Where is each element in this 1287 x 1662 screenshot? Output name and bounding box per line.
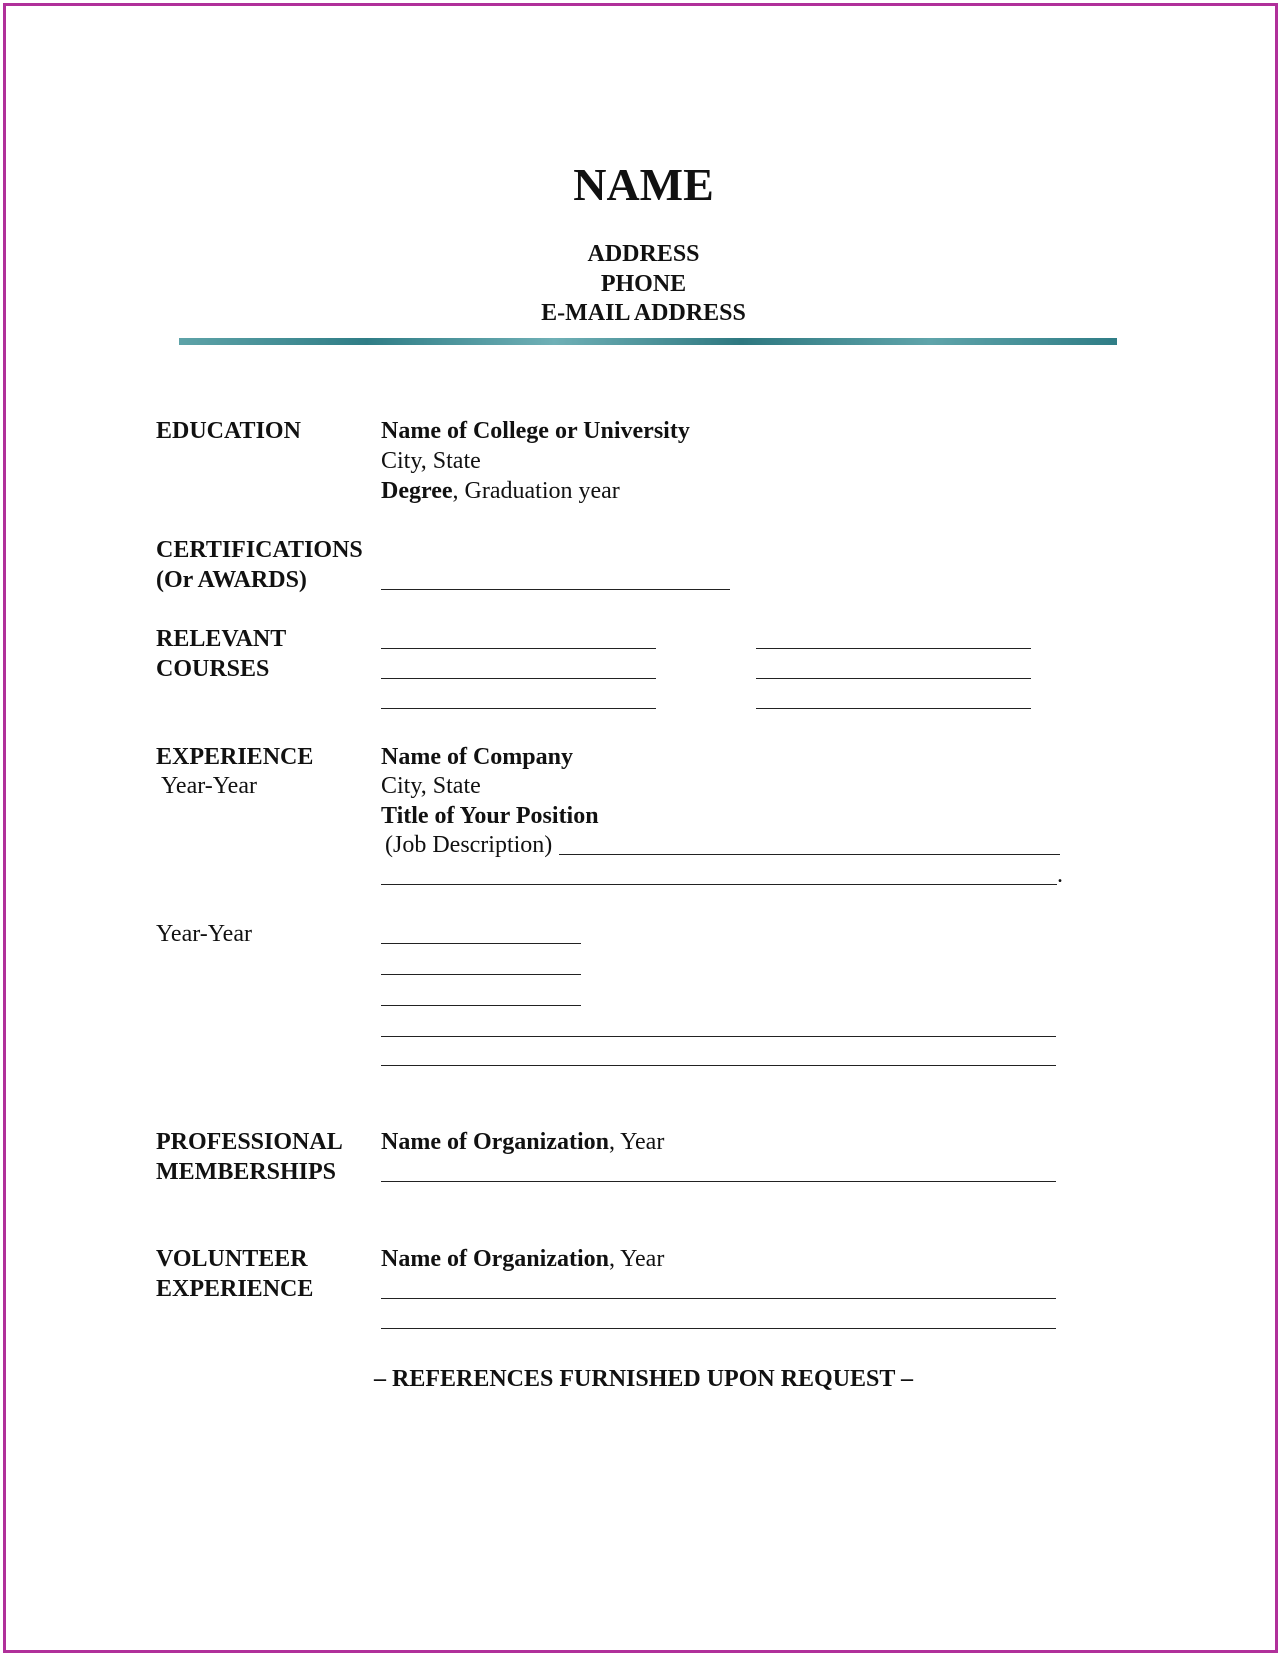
certifications-label: CERTIFICATIONS bbox=[156, 537, 363, 563]
course-blank-line bbox=[381, 708, 656, 709]
volunteer-year: , Year bbox=[608, 1246, 665, 1272]
job-description-blank-line bbox=[559, 854, 1060, 855]
course-blank-line bbox=[756, 678, 1031, 679]
membership-year: , Year bbox=[608, 1129, 665, 1155]
experience-years: Year-Year bbox=[161, 773, 257, 799]
volunteer-label: VOLUNTEER bbox=[156, 1246, 308, 1272]
experience-blank-line bbox=[381, 943, 581, 944]
job-description-blank-line bbox=[381, 884, 1057, 885]
experience-blank-line bbox=[381, 1005, 581, 1006]
course-blank-line bbox=[381, 678, 656, 679]
certification-blank-line bbox=[381, 589, 730, 590]
memberships-label: MEMBERSHIPS bbox=[156, 1159, 337, 1185]
relevant-label: RELEVANT bbox=[156, 626, 287, 652]
volunteer-experience-label: EXPERIENCE bbox=[156, 1276, 314, 1302]
course-blank-line bbox=[381, 648, 656, 649]
experience-blank-line bbox=[381, 974, 581, 975]
volunteer-blank-line bbox=[381, 1298, 1056, 1299]
experience-location: City, State bbox=[381, 773, 481, 799]
experience-years-2: Year-Year bbox=[156, 921, 252, 947]
membership-org-line bbox=[381, 1127, 664, 1157]
education-school: Name of College or University bbox=[381, 418, 690, 444]
header-divider bbox=[179, 338, 1117, 345]
education-degree-line bbox=[381, 476, 620, 506]
education-label: EDUCATION bbox=[156, 418, 301, 444]
volunteer-org: Name of Organization bbox=[381, 1246, 609, 1272]
experience-label: EXPERIENCE bbox=[156, 744, 314, 770]
contact-phone: PHONE bbox=[600, 271, 687, 297]
job-description-label: (Job Description) bbox=[385, 832, 553, 858]
experience-blank-line bbox=[381, 1036, 1056, 1037]
volunteer-org-line bbox=[381, 1244, 664, 1274]
volunteer-blank-line bbox=[381, 1328, 1056, 1329]
experience-company: Name of Company bbox=[381, 744, 573, 770]
experience-blank-line bbox=[381, 1065, 1056, 1066]
job-description-period: . bbox=[1057, 862, 1063, 888]
education-location: City, State bbox=[381, 448, 481, 474]
contact-email: E-MAIL ADDRESS bbox=[541, 300, 746, 326]
experience-position: Title of Your Position bbox=[381, 803, 599, 829]
references-footer: – REFERENCES FURNISHED UPON REQUEST – bbox=[374, 1366, 913, 1392]
membership-org: Name of Organization bbox=[381, 1129, 609, 1155]
contact-address: ADDRESS bbox=[587, 241, 700, 267]
course-blank-line bbox=[756, 648, 1031, 649]
course-blank-line bbox=[756, 708, 1031, 709]
professional-label: PROFESSIONAL bbox=[156, 1129, 343, 1155]
courses-label: COURSES bbox=[156, 656, 270, 682]
education-degree: Degree bbox=[381, 478, 453, 504]
resume-name: NAME bbox=[573, 159, 714, 210]
membership-blank-line bbox=[381, 1181, 1056, 1182]
awards-label: (Or AWARDS) bbox=[156, 567, 307, 593]
education-graduation-year: , Graduation year bbox=[452, 478, 620, 504]
